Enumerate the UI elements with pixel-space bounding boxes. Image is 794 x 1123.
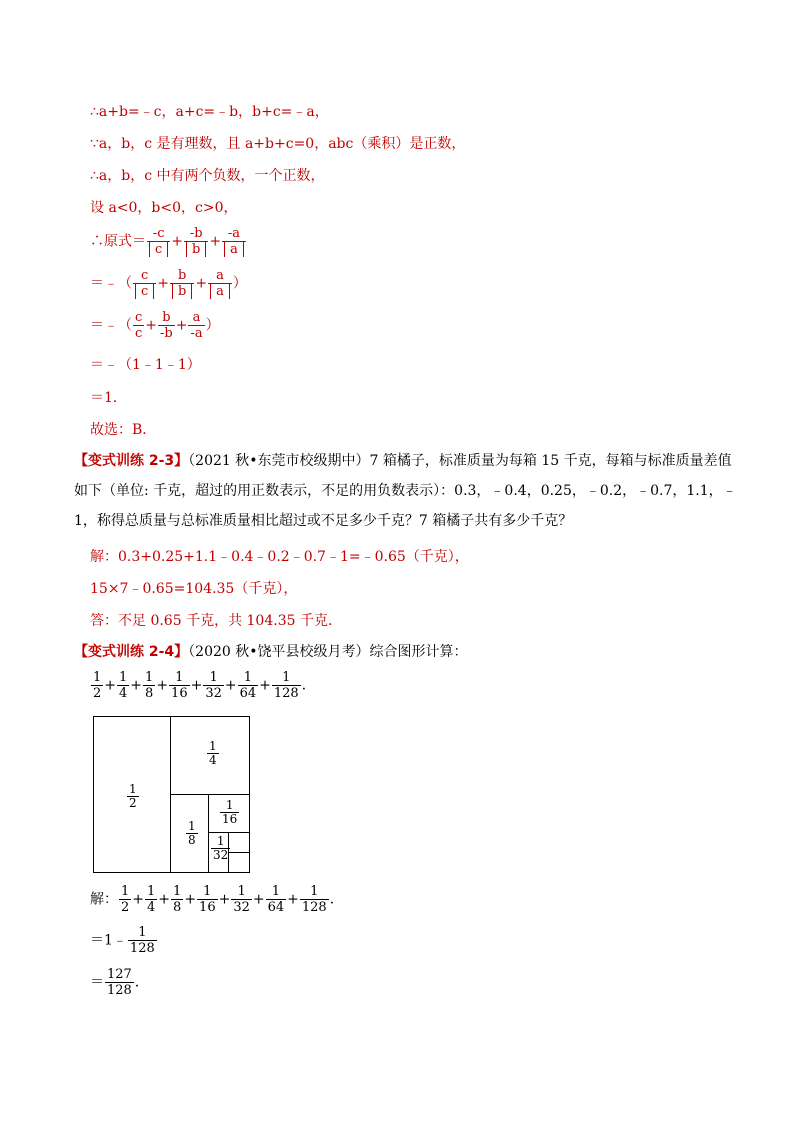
- label-one-sixteenth: $\frac{1}{16}$: [222, 798, 238, 826]
- solution-line-3: ∴a，b，c 中有两个负数，一个正数，: [90, 168, 325, 184]
- solution-line-5: ∴原式＝ $\frac{-c}{c}$ + $\frac{-b}{b}$ + $\frac{-a}{a}$: [90, 226, 247, 257]
- solution-line-9: ＝1．: [90, 390, 127, 406]
- problem-2-4-header: [74, 643, 468, 661]
- problem-2-3-solution-2: 15×7﹣0.65=104.35（千克），: [90, 581, 298, 597]
- solution-line-8: ＝﹣（1﹣1﹣1）: [90, 357, 201, 373]
- fraction: $\frac{1}{32}$: [233, 884, 250, 915]
- fraction: $\frac{-a}{a}$: [222, 226, 246, 257]
- square-partition-figure: [93, 716, 250, 873]
- fraction: $\frac{b}{-b}$: [160, 310, 173, 341]
- solution-line-6: ＝﹣（ $\frac{c}{c}$ + $\frac{b}{b}$ + $\frac{a}{a}$ ）: [90, 268, 247, 299]
- fraction: $\frac{1}{4}$: [147, 884, 156, 915]
- fraction: $\frac{1}{16}$: [171, 670, 188, 701]
- solution-line-2: ∵a，b，c 是有理数，且 a+b+c=0，abc（乘积）是正数，: [90, 136, 466, 152]
- problem-2-3: [74, 446, 744, 536]
- problem-2-4-solution-2: ＝1﹣ $\frac{1}{128}$: [90, 925, 155, 956]
- fraction: $\frac{1}{8}$: [145, 670, 154, 701]
- divider-quarter: [170, 794, 250, 795]
- problem-2-4-solution-3: ＝ $\frac{127}{128}$ ．: [90, 967, 149, 998]
- divider-sixtyfourth: [228, 852, 250, 853]
- divider-sixteenth: [208, 832, 250, 833]
- fraction: $\frac{-c}{c}$: [147, 226, 170, 257]
- problem-2-3-answer: 答：不足 0.65 千克，共 104.35 千克．: [90, 613, 342, 629]
- fraction: $\frac{1}{4}$: [119, 670, 128, 701]
- label-one-thirtysecond: $\frac{1}{32}$: [213, 834, 229, 862]
- fraction: $\frac{1}{2}$: [121, 884, 130, 915]
- solution-line-4: 设 a<0，b<0，c>0，: [90, 200, 238, 216]
- problem-2-3-solution-1: 解：0.3+0.25+1.1﹣0.4﹣0.2﹣0.7﹣1=﹣0.65（千克），: [90, 549, 469, 565]
- problem-2-4-solution-1: 解： $\frac{1}{2}$ + $\frac{1}{4}$ + $\frac{1}{8}$ + $\frac{1}{16}$ + $\frac{1}{32}$ + $\frac{1}{64}$ + $\frac{1}{128}$ ．: [90, 884, 344, 915]
- fraction: $\frac{1}{8}$: [173, 884, 182, 915]
- fraction: $\frac{a}{a}$: [208, 268, 232, 299]
- problem-tag: 【变式训练 2-4】: [74, 644, 189, 660]
- fraction: $\frac{127}{128}$: [107, 967, 132, 998]
- divider-eighth: [208, 794, 209, 873]
- label-one-half: $\frac{1}{2}$: [129, 782, 137, 810]
- fraction: $\frac{-b}{b}$: [184, 226, 208, 257]
- fraction-sum-expression: $\frac{1}{2}$ + $\frac{1}{4}$ + $\frac{1}{8}$ + $\frac{1}{16}$ + $\frac{1}{32}$ + $\frac{1}{64}$ + $\frac{1}{128}$ ．: [93, 670, 316, 701]
- fraction: $\frac{1}{16}$: [199, 884, 216, 915]
- fraction: $\frac{1}{64}$: [267, 884, 285, 915]
- label-one-quarter: $\frac{1}{4}$: [209, 739, 217, 767]
- solution-line-10: 故选：B．: [90, 422, 157, 438]
- label-one-eighth: $\frac{1}{8}$: [188, 819, 196, 847]
- solution-line-1: ∴a+b=﹣c，a+c=﹣b，b+c=﹣a，: [90, 104, 329, 120]
- fraction: $\frac{1}{64}$: [239, 670, 257, 701]
- problem-text: （2020 秋•饶平县校级月考）综合图形计算：: [188, 644, 468, 660]
- fraction: $\frac{1}{128}$: [129, 925, 155, 956]
- fraction: $\frac{1}{2}$: [93, 670, 102, 701]
- fraction: $\frac{b}{b}$: [170, 268, 194, 299]
- fraction: $\frac{1}{32}$: [205, 670, 222, 701]
- problem-tag: 【变式训练 2-3】: [74, 453, 189, 469]
- fraction: $\frac{c}{c}$: [133, 268, 156, 299]
- problem-text: （2021 秋•东莞市校级期中）7 箱橘子，标准质量为每箱 15 千克，每箱与标准质量差值如下（单位: 千克，超过的用正数表示，不足的用负数表示）：0.3，﹣0.4，0.25，﹣0.2，﹣0.7，1.1，﹣1，称得总质量与总标准质量相比超过或不足多少千克？7 箱橘子共有多少千克？: [74, 453, 737, 529]
- fraction: $\frac{c}{c}$: [135, 310, 143, 341]
- fraction: $\frac{a}{-a}$: [190, 310, 203, 341]
- fraction: $\frac{1}{128}$: [273, 670, 299, 701]
- fraction: $\frac{1}{128}$: [301, 884, 327, 915]
- solution-line-7: ＝﹣（ $\frac{c}{c}$ + $\frac{b}{-b}$ + $\frac{a}{-a}$ ）: [90, 310, 220, 341]
